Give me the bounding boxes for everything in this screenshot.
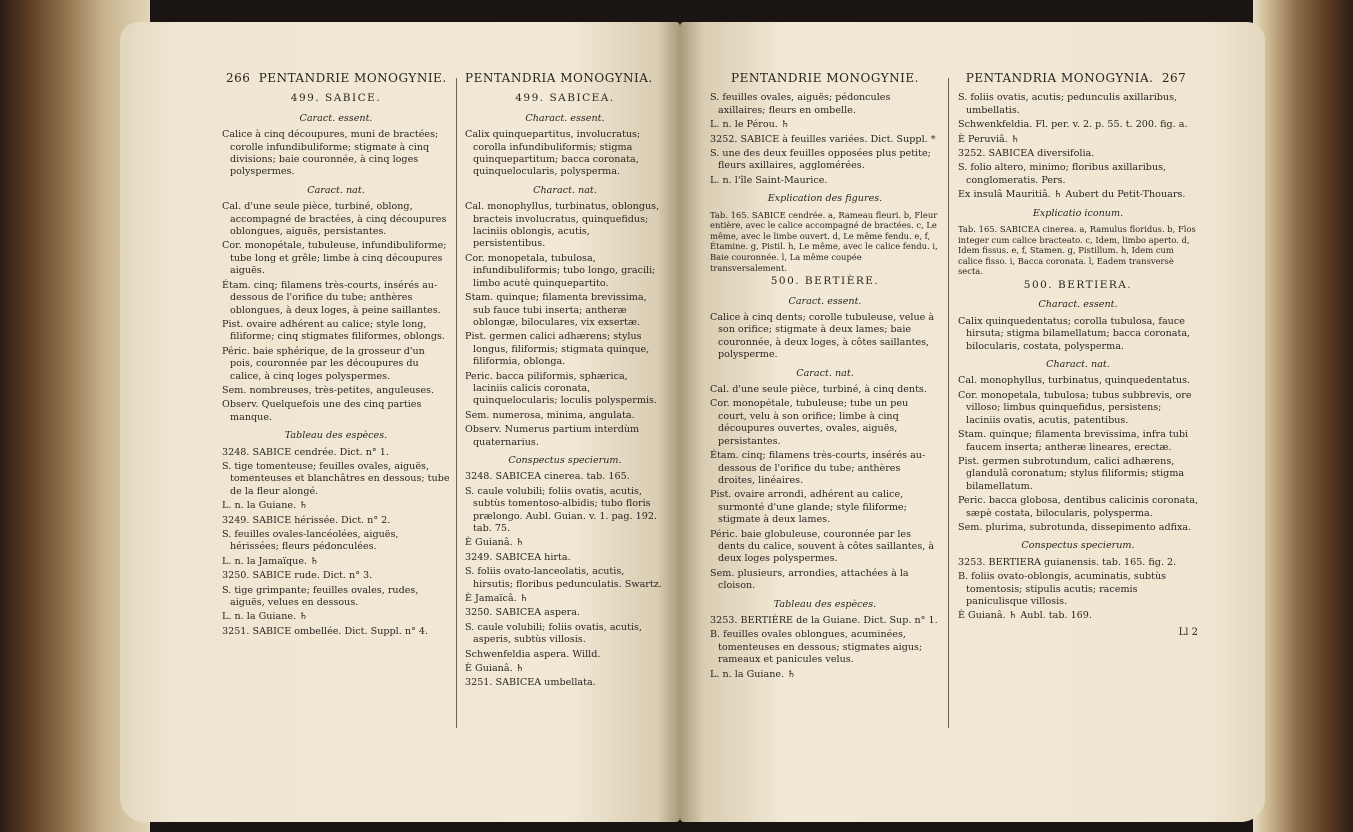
text-paragraph: Cor. monopetala, tubulosa; tubus subbrevis, ore villoso; limbus quinquefidus, persistens; laciniis ovatis, acutis, patentibus. [958, 389, 1192, 426]
section-heading: Caract. nat. [796, 367, 854, 379]
text-paragraph: Peric. bacca piliformis, sphærica, laciniis calicis coronata, quinquelocularis; loculis polyspermis. [465, 370, 657, 407]
signature-mark: Ll 2 [1178, 626, 1198, 638]
text-paragraph: Cor. monopétale, tubuleuse; tube un peu court, velu à son orifice; limbe à cinq découpures ouvertes, ovales, aiguës, persistantes. [710, 398, 909, 447]
text-paragraph: Pist. germen subrotundum, calici adhærens, glandulâ coronatum; stylus filiformis; stigma bilamellatum. [958, 455, 1185, 492]
text-paragraph: Pist. ovaire adhérent au calice; style long, filiforme; cinq stigmates filiformes, oblongs. [222, 318, 445, 343]
text-paragraph: Calice à cinq découpures, muni de bractées; corolle infundibuliforme; stigmate à cinq divisions; baie couronnée, à cinq loges polyspermes. [222, 129, 439, 178]
text-paragraph: Pist. ovaire arrondi, adhérent au calice, surmonté d'une glande; style filiforme; stigmate à deux lames. [710, 489, 907, 526]
text-paragraph: 3249. SABICE hérissée. Dict. n° 2. [222, 514, 391, 526]
text-paragraph: Schwenfeldia aspera. Willd. [465, 648, 601, 660]
text-paragraph: L. n. la Guiane. ♄ [710, 668, 796, 680]
text-paragraph: Sem. plurima, subrotunda, dissepimento adfixa. [958, 521, 1192, 533]
right-col-latin [958, 72, 1198, 639]
text-paragraph: Calix quinquepartitus, involucratus; corolla infundibuliformis; stigma quinquepartitum; bacca coronata, quinquelocularis, polysperma. [465, 129, 641, 178]
left-col-latin [465, 72, 665, 692]
running-head [958, 72, 1198, 84]
text-paragraph: Péric. baie sphérique, de la grosseur d'un pois, couronnée par les découpures du calice, à cinq loges polyspermes. [222, 345, 425, 382]
text-paragraph: L. n. la Guiane. ♄ [222, 611, 308, 623]
text-paragraph: Étam. cinq; filamens très-courts, insérés au-dessous de l'orifice du tube; anthères droites, linéaires. [710, 450, 926, 486]
text-paragraph: Cor. monopetala, tubulosa, infundibuliformis; tubo longo, gracili; limbo acutè quinquepartito. [465, 252, 656, 289]
text-paragraph: 3253. BERTIÈRE de la Guiane. Dict. Sup. n° 1. [710, 614, 938, 626]
genus-heading: 499. SABICE. [290, 92, 382, 105]
text-paragraph: L. n. la Guiane. ♄ [222, 500, 308, 512]
page-number: 266 [226, 71, 251, 85]
section-heading: Tableau des espèces. [284, 430, 388, 442]
section-heading: Charact. essent. [1038, 299, 1118, 311]
section-heading: Caract. nat. [307, 184, 365, 196]
running-head [465, 72, 665, 84]
running-head-text: PENTANDRIE MONOGYNIE. [258, 71, 447, 85]
text-paragraph: Stam. quinque; filamenta brevissima, infra tubi faucem inserta; antheræ lineares, erectæ. [958, 429, 1189, 453]
text-paragraph: È Jamaïcâ. ♄ [465, 593, 529, 605]
text-paragraph: 3252. SABICE à feuilles variées. Dict. Suppl. * [710, 133, 936, 145]
text-paragraph: Tab. 165. SABICEA cinerea. a, Ramulus floridus. b, Flos integer cum calice bracteato. c, Idem, limbo aperto. d, Idem fissus. e, f, Stamen. g, Pistillum. h, Idem cum calice fisso. i, Bacca coronata. l, Eadem transversè secta. [958, 224, 1196, 277]
text-paragraph: Pist. germen calici adhærens; stylus longus, filiformis; stigmata quinque, filiformia, oblonga. [465, 331, 650, 368]
text-paragraph: B. foliis ovato-oblongis, acuminatis, subtùs tomentosis; stipulis acutis; racemis paniculisque villosis. [958, 571, 1167, 607]
paragraphs [710, 92, 940, 681]
text-paragraph: Calice à cinq dents; corolle tubuleuse, velue à son orifice; stigmate à deux lames; baie couronnée, à deux loges, à côtes saillantes, polysperme. [710, 312, 935, 361]
section-heading: Caract. essent. [788, 295, 862, 307]
text-paragraph: L. n. l'île Saint-Maurice. [710, 174, 828, 186]
text-paragraph: S. foliis ovatis, acutis; pedunculis axillaribus, umbellatis. [958, 92, 1178, 116]
text-paragraph: Tab. 165. SABICE cendrée. a, Rameau fleuri. b, Fleur entière, avec le calice accompagné de bractées. c, Le même, avec le limbe ouvert. d, Le même fendu. e, f, Étamine. g, Pistil. h, Le même, avec le calice fendu. i, Baie couronnée. l, La même coupée transversalement. [710, 209, 938, 273]
text-paragraph: S. folio altero, minimo; floribus axillaribus, conglomeratis. Pers. [958, 162, 1167, 186]
text-paragraph: Sem. nombreuses, très-petites, anguleuses. [222, 384, 435, 396]
text-paragraph: 3250. SABICE rude. Dict. n° 3. [222, 570, 373, 582]
text-paragraph: 3251. SABICEA umbellata. [465, 677, 596, 689]
text-paragraph: Ex insulâ Mauritiâ. ♄ Aubert du Petit-Thouars. [958, 189, 1186, 201]
text-paragraph: Cal. monophyllus, turbinatus, oblongus, bracteis involucratus, quinquefidus; laciniis oblongis, acutis, persistentibus. [465, 201, 660, 250]
section-heading: Charact. nat. [1046, 359, 1110, 371]
text-paragraph: Cal. d'une seule pièce, turbiné, à cinq dents. [710, 384, 927, 396]
text-paragraph: Péric. baie globuleuse, couronnée par les dents du calice, souvent à côtes saillantes, à deux loges polyspermes. [710, 528, 935, 565]
right-page [680, 22, 1265, 822]
text-paragraph: 3248. SABICEA cinerea. tab. 165. [465, 471, 630, 483]
text-paragraph: È Guianâ. ♄ [465, 537, 525, 549]
text-paragraph: 3248. SABICE cendrée. Dict. n° 1. [222, 446, 389, 458]
genus-heading: 499. SABICEA. [515, 92, 615, 105]
text-paragraph: Observ. Numerus partium interdùm quaternarius. [465, 424, 640, 448]
text-paragraph: È Guianâ. ♄ [465, 663, 525, 675]
right-col-french [710, 72, 940, 683]
genus-heading: 500. BERTIERA. [1023, 279, 1133, 292]
text-paragraph: 3252. SABICEA diversifolia. [958, 148, 1095, 160]
paragraphs [222, 113, 450, 638]
genus-heading: 500. BERTIÈRE. [770, 275, 880, 288]
section-heading: Conspectus specierum. [1021, 540, 1135, 552]
paragraphs [465, 113, 665, 690]
text-paragraph: S. tige tomenteuse; feuilles ovales, aiguës, tomenteuses et blanchâtres en dessous; tube de la fleur alongé. [222, 460, 450, 497]
section-heading: Conspectus specierum. [508, 454, 622, 466]
text-paragraph: È Peruviâ. ♄ [958, 133, 1020, 145]
section-heading: Explicatio iconum. [1032, 207, 1124, 219]
text-paragraph: L. n. le Pérou. ♄ [710, 119, 790, 131]
paragraphs [958, 92, 1198, 622]
text-paragraph: L. n. la Jamaïque. ♄ [222, 555, 319, 567]
column-rule [948, 78, 949, 728]
running-head-text: PENTANDRIA MONOGYNIA. [965, 71, 1154, 85]
section-heading: Charact. nat. [533, 184, 597, 196]
text-paragraph: S. foliis ovato-lanceolatis, acutis, hirsutis; floribus pedunculatis. Swartz. [465, 566, 662, 590]
running-head-text: PENTANDRIA MONOGYNIA. [465, 71, 653, 85]
text-paragraph: Schwenkfeldia. Fl. per. v. 2. p. 55. t. 200. fig. a. [958, 119, 1188, 131]
text-paragraph: Observ. Quelquefois une des cinq parties manque. [222, 399, 422, 423]
section-heading: Caract. essent. [299, 112, 373, 124]
text-paragraph: Sem. numerosa, minima, angulata. [465, 409, 635, 421]
page-number: 267 [1161, 71, 1187, 85]
text-paragraph: S. tige grimpante; feuilles ovales, rudes, aiguës, velues en dessous. [222, 584, 419, 609]
text-paragraph: S. caule volubili; foliis ovatis, acutis, subtùs tomentoso-albidis; tubo floris prælongo. Aubl. Guian. v. 1. pag. 192. tab. 75. [465, 485, 657, 534]
running-head [222, 72, 450, 84]
book-edge-right [1253, 0, 1353, 832]
column-rule [456, 78, 457, 728]
text-paragraph: S. feuilles ovales-lancéolées, aiguës, hérissées; fleurs pédonculées. [222, 529, 399, 553]
text-paragraph: Cal. d'une seule pièce, turbiné, oblong, accompagné de bractées, à cinq découpures oblongues, aiguës, persistantes. [222, 201, 447, 238]
text-paragraph: S. feuilles ovales, aiguës; pédoncules axillaires; fleurs en ombelle. [710, 92, 891, 116]
text-paragraph: È Guianâ. ♄ Aubl. tab. 169. [958, 610, 1092, 622]
section-heading: Tableau des espèces. [773, 598, 877, 610]
text-paragraph: Étam. cinq; filamens très-courts, insérés au-dessous de l'orifice du tube; anthères oblongues, à deux loges, à peine saillantes. [222, 279, 441, 316]
text-paragraph: Calix quinquedentatus; corolla tubulosa, fauce hirsuta; stigma bilamellatum; bacca coronata, bilocularis, costata, polysperma. [958, 315, 1191, 352]
section-heading: Charact. essent. [525, 112, 605, 124]
left-col-french [222, 72, 450, 640]
text-paragraph: Cal. monophyllus, turbinatus, quinquedentatus. [958, 375, 1191, 387]
running-head [710, 72, 940, 84]
text-paragraph: 3251. SABICE ombellée. Dict. Suppl. n° 4. [222, 625, 428, 637]
text-paragraph: 3253. BERTIERA guianensis. tab. 165. fig. 2. [958, 556, 1177, 568]
text-paragraph: Cor. monopétale, tubuleuse, infundibuliforme; tube long et grêle; limbe à cinq découpures aiguës. [222, 240, 447, 277]
left-page [120, 22, 680, 822]
text-paragraph: 3250. SABICEA aspera. [465, 607, 580, 619]
section-heading: Explication des figures. [767, 193, 883, 205]
text-paragraph: Stam. quinque; filamenta brevissima, sub fauce tubi inserta; antheræ oblongæ, biloculares, vix exsertæ. [465, 292, 647, 328]
running-head-text: PENTANDRIE MONOGYNIE. [731, 71, 919, 85]
text-paragraph: 3249. SABICEA hirta. [465, 551, 571, 563]
text-paragraph: B. feuilles ovales oblongues, acuminées, tomenteuses en dessous; stigmates aigus; rameaux et panicules velus. [710, 629, 923, 666]
text-paragraph: Peric. bacca globosa, dentibus calicinis coronata, sæpè costata, bilocularis, polysperma. [958, 495, 1198, 519]
text-paragraph: S. caule volubili; foliis ovatis, acutis, asperis, subtùs villosis. [465, 621, 643, 646]
text-paragraph: Sem. plusieurs, arrondies, attachées à la cloison. [710, 567, 909, 592]
text-paragraph: S. une des deux feuilles opposées plus petite; fleurs axillaires, agglomérées. [710, 148, 931, 172]
